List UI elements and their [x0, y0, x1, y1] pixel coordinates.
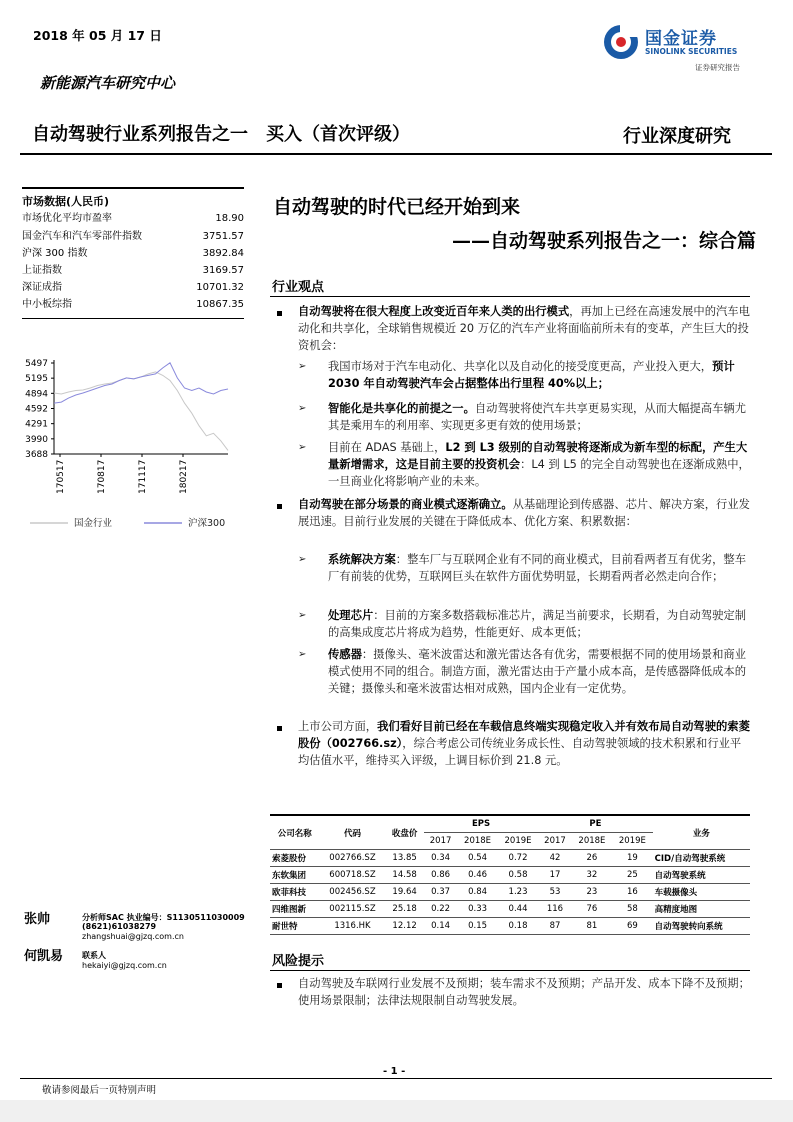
pe-cell: 81	[572, 918, 612, 935]
index-chart	[20, 350, 242, 540]
p2-text: 从基础理论到传感器、芯片、解决方案，行业发展迅速。目前行业发展的关键在于降低成本、优化方案、积累数据：	[298, 498, 750, 528]
arrow-bullet-icon: ➢	[298, 610, 307, 621]
series-line	[54, 372, 228, 451]
footer-bar	[0, 1100, 793, 1122]
contact-email[interactable]: hekaiyi@gjzq.com.cn	[82, 961, 167, 970]
price-cell: 12.12	[385, 918, 424, 935]
sub-point	[328, 400, 750, 434]
sinolink-logo-icon	[603, 24, 639, 60]
y-tick-label: 3990	[25, 434, 48, 445]
code-cell: 002766.SZ	[320, 850, 386, 867]
analyst-role: 分析师SAC 执业编号：S1130511030009	[82, 913, 245, 922]
series-line	[54, 363, 228, 403]
business-cell: 自动驾驶系统	[653, 867, 750, 884]
price-cell: 25.18	[385, 901, 424, 918]
pe-cell: 42	[538, 850, 571, 867]
market-label: 深证成指	[22, 282, 62, 293]
market-bottom-rule	[22, 318, 244, 319]
p3-text: 上市公司方面，	[298, 720, 378, 733]
market-row	[22, 263, 244, 279]
business-cell: 自动驾驶转向系统	[653, 918, 750, 935]
s6-emphasis: 传感器	[328, 648, 362, 661]
eps-cell: 0.18	[498, 918, 538, 935]
stock-table	[270, 816, 750, 935]
s3-text-end: ：L4 到 L5 的完全自动驾驶也在逐渐成熟中，一旦商业化将影响产业的未来。	[328, 458, 750, 488]
analyst-email[interactable]: zhangshuai@gjzq.com.cn	[82, 932, 184, 941]
s2-text: 自动驾驶将使汽车共享更易实现，从而大幅提高车辆尤其是乘用车的利用率、实现更多更有效的使用场景；	[328, 402, 747, 432]
business-cell: 高精度地图	[653, 901, 750, 918]
market-value: 3751.57	[202, 231, 244, 242]
p3-text-end: ，综合考虑公司传统业务成长性、自动驾驶领域的技术积累和行业平均估值水平，维持买入评级，上调目标价到 21.8 元。	[298, 737, 742, 767]
code-cell: 1316.HK	[320, 918, 386, 935]
rating: 买入（首次评级）	[266, 124, 410, 145]
section-rule	[270, 296, 750, 297]
s5-emphasis: 处理芯片	[328, 609, 374, 622]
eps-cell: 0.58	[498, 867, 538, 884]
arrow-bullet-icon: ➢	[298, 554, 307, 565]
s5-text: ：目前的方案多数搭载标准芯片，满足当前要求，长期看，为自动驾驶定制的高集成度芯片将成为趋势，性能更好、成本更低；	[328, 609, 747, 639]
market-top-rule	[22, 187, 244, 189]
s1-text: 我国市场对于汽车电动化、共享化以及自动化的接受度更高，产业投入更大，	[328, 360, 713, 373]
code-cell: 002115.SZ	[320, 901, 386, 918]
x-tick-label: 170517	[56, 459, 66, 494]
eps-cell: 0.14	[424, 918, 457, 935]
year-header: 2018E	[464, 836, 492, 846]
eps-cell: 0.86	[424, 867, 457, 884]
company-cell: 四维图新	[270, 901, 320, 918]
table-header-row	[270, 816, 750, 833]
contact-name: 何凯易	[24, 949, 64, 964]
footer-disclaimer: 敬请参阅最后一页特别声明	[42, 1085, 157, 1096]
bullet	[277, 983, 282, 988]
eps-cell: 0.15	[457, 918, 497, 935]
arrow-bullet-icon: ➢	[298, 361, 307, 372]
eps-cell: 0.46	[457, 867, 497, 884]
x-tick-label: 171117	[138, 459, 148, 494]
y-tick-label: 4592	[25, 404, 48, 415]
market-label: 市场优化平均市盈率	[22, 213, 112, 224]
pe-cell: 58	[612, 901, 652, 918]
year-header: 2018E	[578, 836, 606, 846]
market-label: 沪深 300 指数	[22, 248, 88, 259]
y-tick-label: 5497	[25, 359, 48, 369]
s6-text: ：摄像头、毫米波雷达和激光雷达各有优劣，需要根据不同的使用场景和商业模式使用不同的组合。制造方面，激光雷达由于产量小成本高，是传感器降低成本的关键；摄像头和毫米波雷达相对成熟，国内企业有一定优势。	[328, 648, 747, 695]
market-value: 18.90	[215, 213, 244, 224]
arrow-bullet-icon: ➢	[298, 442, 307, 453]
bullet	[277, 726, 282, 731]
eps-cell: 0.22	[424, 901, 457, 918]
code-cell: 002456.SZ	[320, 884, 386, 901]
company-cell: 欧菲科技	[270, 884, 320, 901]
eps-cell: 0.54	[457, 850, 497, 867]
x-tick-label: 170817	[97, 459, 107, 494]
pe-cell: 19	[612, 850, 652, 867]
price-cell: 14.58	[385, 867, 424, 884]
market-value: 10701.32	[196, 282, 244, 293]
sub-point	[328, 439, 750, 490]
s2-emphasis: 智能化是共享化的前提之一。	[328, 402, 475, 415]
col-eps: EPS	[424, 816, 538, 833]
sub-point	[328, 551, 750, 585]
market-value: 3169.57	[202, 265, 244, 276]
report-series: 自动驾驶行业系列报告之一	[32, 124, 248, 145]
price-cell: 19.64	[385, 884, 424, 901]
legend-label: 沪深300	[188, 518, 226, 529]
pe-cell: 116	[538, 901, 571, 918]
market-row	[22, 229, 244, 245]
market-value: 10867.35	[196, 299, 244, 310]
p1-emphasis: 自动驾驶将在很大程度上改变近百年来人类的出行模式	[298, 305, 570, 318]
y-tick-label: 5195	[25, 374, 48, 385]
report-series-title	[32, 120, 410, 146]
table-row	[270, 884, 750, 901]
pe-cell: 69	[612, 918, 652, 935]
p1-text: ，再加上已经在高速发展中的汽车电动化和共享化，全球销售规模近 20 万亿的汽车产业将面临前所未有的变革，产生巨大的投资机会：	[298, 305, 750, 352]
market-label: 中小板综指	[22, 299, 72, 310]
table-row	[270, 901, 750, 918]
s4-emphasis: 系统解决方案	[328, 553, 396, 566]
p2-emphasis: 自动驾驶在部分场景的商业模式逐渐确立。	[298, 498, 513, 511]
pe-cell: 16	[612, 884, 652, 901]
eps-cell: 0.37	[424, 884, 457, 901]
pe-cell: 17	[538, 867, 571, 884]
sub-point	[328, 358, 750, 392]
legend-label: 国金行业	[74, 518, 113, 529]
market-label: 上证指数	[22, 265, 62, 276]
y-tick-label: 4894	[25, 389, 48, 400]
s1-emphasis: 预计 2030 年自动驾驶汽车会占据整体出行里程 40%以上；	[328, 360, 735, 390]
page-number: - 1 -	[383, 1066, 406, 1077]
eps-cell: 0.33	[457, 901, 497, 918]
company-cell: 索菱股份	[270, 850, 320, 867]
y-tick-label: 4291	[25, 419, 48, 430]
s4-text: ：整车厂与互联网企业有不同的商业模式，目前看两者互有优劣，整车厂有前装的优势，互联网巨头在软件方面优势明显，长期看两者必然走向合作；	[328, 553, 747, 583]
footer-rule	[20, 1078, 772, 1079]
col-code: 代码	[343, 828, 361, 839]
s3-emphasis: L2 到 L3 级别的自动驾驶将逐渐成为新车型的标配，产生大量新增需求，这是目前主要的投资机会	[328, 441, 748, 471]
market-value: 3892.84	[202, 248, 244, 259]
section-heading: 行业观点	[272, 280, 325, 295]
year-header: 2017	[544, 836, 566, 846]
business-cell: 车载摄像头	[653, 884, 750, 901]
eps-cell: 0.84	[457, 884, 497, 901]
report-type: 行业深度研究	[623, 126, 731, 147]
company-cell: 耐世特	[270, 918, 320, 935]
col-business: 业务	[692, 828, 710, 839]
brand-name: 国金证券	[645, 29, 717, 49]
market-row	[22, 211, 244, 227]
brand-english: SINOLINK SECURITIES	[645, 47, 738, 56]
viewpoint-paragraph	[298, 303, 750, 354]
price-cell: 13.85	[385, 850, 424, 867]
x-tick-label: 180217	[179, 459, 189, 494]
market-label: 国金汽车和汽车零部件指数	[22, 231, 142, 242]
report-date: 2018 年 05 月 17 日	[33, 28, 162, 43]
eps-cell: 0.44	[498, 901, 538, 918]
risk-heading: 风险提示	[272, 954, 325, 969]
brand-tagline: 证券研究报告	[695, 63, 740, 72]
analyst-phone: (8621)61038279	[82, 922, 157, 931]
sub-point	[328, 607, 750, 641]
pe-cell: 32	[572, 867, 612, 884]
table-row	[270, 867, 750, 884]
arrow-bullet-icon: ➢	[298, 403, 307, 414]
year-header: 2019E	[504, 836, 532, 846]
contact-role: 联系人	[82, 951, 106, 960]
business-cell: CID/自动驾驶系统	[653, 850, 750, 867]
main-title: 自动驾驶的时代已经开始到来	[273, 196, 521, 218]
pe-cell: 53	[538, 884, 571, 901]
eps-cell: 0.34	[424, 850, 457, 867]
year-header: 2019E	[618, 836, 646, 846]
eps-cell: 1.23	[498, 884, 538, 901]
main-subtitle: ——自动驾驶系列报告之一：综合篇	[452, 230, 757, 252]
pe-cell: 76	[572, 901, 612, 918]
market-title: 市场数据(人民币)	[22, 195, 110, 208]
code-cell: 600718.SZ	[320, 867, 386, 884]
research-center: 新能源汽车研究中心	[40, 74, 176, 92]
pe-cell: 87	[538, 918, 571, 935]
risk-rule	[270, 970, 750, 971]
company-cell: 东软集团	[270, 867, 320, 884]
table-row	[270, 850, 750, 867]
sub-point	[328, 646, 750, 697]
col-pe: PE	[538, 816, 652, 833]
risk-text: 自动驾驶及车联网行业发展不及预期；装车需求不及预期；产品开发、成本下降不及预期；使用场景限制；法律法规限制自动驾驶发展。	[298, 977, 750, 1007]
analyst-name: 张帅	[24, 912, 51, 927]
market-row	[22, 280, 244, 296]
brand-logo	[603, 22, 763, 77]
viewpoint-paragraph	[298, 496, 750, 530]
s3-text: 目前在 ADAS 基础上，	[328, 441, 446, 454]
viewpoint-paragraph	[298, 718, 750, 769]
col-price: 收盘价	[391, 828, 418, 839]
table-row	[270, 918, 750, 935]
y-tick-label: 3688	[25, 450, 48, 460]
bullet	[277, 504, 282, 509]
pe-cell: 25	[612, 867, 652, 884]
arrow-bullet-icon: ➢	[298, 649, 307, 660]
header-divider	[20, 153, 772, 155]
eps-cell: 0.72	[498, 850, 538, 867]
col-company: 公司名称	[277, 828, 312, 839]
pe-cell: 26	[572, 850, 612, 867]
market-row	[22, 246, 244, 262]
bullet	[277, 311, 282, 316]
year-header: 2017	[429, 836, 452, 846]
pe-cell: 23	[572, 884, 612, 901]
p3-emphasis: 我们看好目前已经在车载信息终端实现稳定收入并有效布局自动驾驶的索菱股份（002766.sz）	[298, 720, 750, 750]
market-row	[22, 297, 244, 313]
